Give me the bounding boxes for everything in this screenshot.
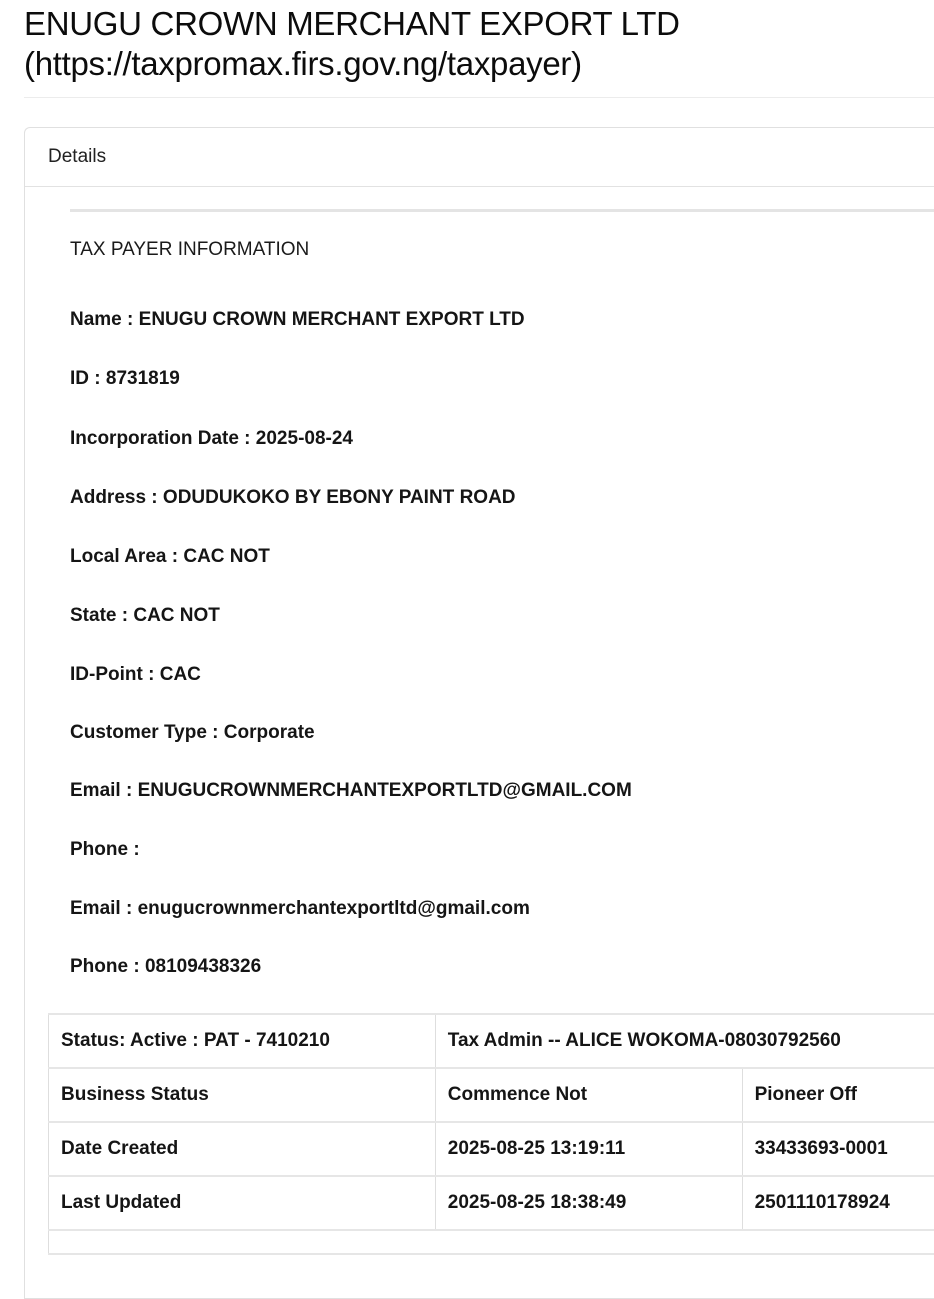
field-id [70, 368, 180, 390]
table-row [49, 1122, 934, 1176]
row-label: Last Updated [49, 1176, 436, 1230]
field-id-point [70, 664, 201, 686]
page-title: ENUGU CROWN MERCHANT EXPORT LTD (https://taxpromax.firs.gov.ng/taxpayer) [24, 4, 924, 84]
row-value: 2025-08-25 13:19:11 [435, 1122, 742, 1176]
empty-cell [49, 1230, 934, 1254]
tax-admin-cell: Tax Admin -- ALICE WOKOMA-08030792560 [435, 1014, 934, 1068]
section-divider [70, 209, 934, 212]
field-label: State : [70, 605, 133, 626]
row-label: Date Created [49, 1122, 436, 1176]
field-phone [70, 956, 261, 978]
field-incorporation-date [70, 428, 353, 450]
field-state [70, 605, 220, 627]
card-header: Details [25, 128, 934, 187]
field-value: ENUGU CROWN MERCHANT EXPORT LTD [139, 309, 525, 330]
row-value: Pioneer Off [742, 1068, 934, 1122]
title-divider [24, 97, 934, 98]
section-heading: TAX PAYER INFORMATION [70, 239, 309, 261]
field-label: Address : [70, 487, 163, 508]
row-value: 33433693-0001 [742, 1122, 934, 1176]
field-name [70, 309, 525, 331]
field-label: Local Area : [70, 546, 183, 567]
field-label: ID : [70, 368, 106, 389]
table-row [49, 1068, 934, 1122]
field-phone-empty [70, 839, 145, 861]
field-email-lower [70, 898, 530, 920]
table-row-empty [49, 1230, 934, 1254]
field-customer-type [70, 722, 315, 744]
field-local-area [70, 546, 270, 568]
row-value: 2025-08-25 18:38:49 [435, 1176, 742, 1230]
field-email-upper [70, 780, 632, 802]
field-value: Corporate [224, 722, 315, 743]
details-card [24, 127, 934, 1299]
status-table [48, 1013, 934, 1255]
row-label: Business Status [49, 1068, 436, 1122]
status-cell: Status: Active : PAT - 7410210 [49, 1014, 436, 1068]
row-value: Commence Not [435, 1068, 742, 1122]
field-label: Phone : [70, 839, 145, 860]
field-label: Phone : [70, 956, 145, 977]
field-value: CAC NOT [133, 605, 220, 626]
field-value: enugucrownmerchantexportltd@gmail.com [138, 898, 530, 919]
table-row [49, 1014, 934, 1068]
field-address [70, 487, 516, 509]
field-value: CAC [160, 664, 201, 685]
field-value: ODUDUKOKO BY EBONY PAINT ROAD [163, 487, 516, 508]
field-label: Customer Type : [70, 722, 224, 743]
field-value: 08109438326 [145, 956, 261, 977]
field-label: Email : [70, 898, 138, 919]
field-value: 2025-08-24 [256, 428, 353, 449]
field-label: ID-Point : [70, 664, 160, 685]
field-value: ENUGUCROWNMERCHANTEXPORTLTD@GMAIL.COM [138, 780, 632, 801]
field-label: Name : [70, 309, 139, 330]
table-row [49, 1176, 934, 1230]
field-value: CAC NOT [183, 546, 270, 567]
field-value: 8731819 [106, 368, 180, 389]
field-label: Incorporation Date : [70, 428, 256, 449]
row-value: 2501110178924 [742, 1176, 934, 1230]
field-label: Email : [70, 780, 138, 801]
